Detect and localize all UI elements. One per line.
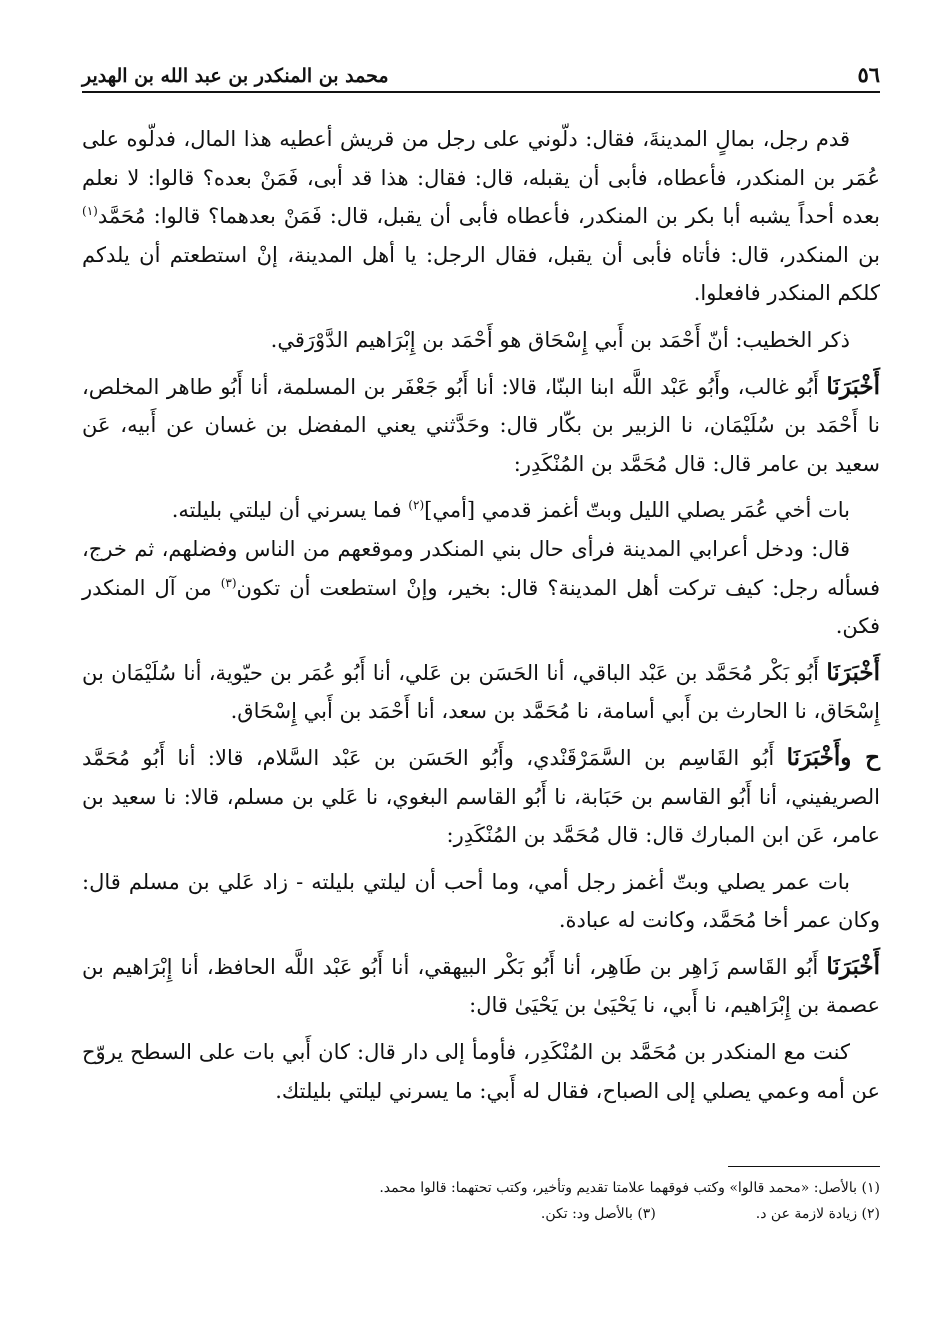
paragraph: ح وأَخْبَرَنَا أَبُو القَاسِم بن السَّمَرْقَنْدي، وأَبُو الحَسَن بن عَبْد السَّلام، قالا: أنا أَبُو مُحَمَّد الصريفيني، أنا أَبُو القاسم بن حَبَابة، نا أَبُو القاسم البغوي، نا عَلي بن مسلم، قالا: نا سعيد بن عامر، عَن ابن المبارك قال: قال مُحَمَّد بن المُنْكَدِر: bbox=[82, 743, 880, 848]
page-header bbox=[82, 55, 880, 93]
footnote-ref: (٢) bbox=[408, 498, 425, 513]
main-text bbox=[82, 120, 880, 1110]
page-number: ٥٦ bbox=[857, 62, 880, 87]
footnote-3: (٣) بالأصل ود: تكن. bbox=[540, 1206, 656, 1222]
isnad-keyword: ح وأَخْبَرَنَا bbox=[786, 743, 880, 771]
paragraph: بات أخي عُمَر يصلي الليل وبتّ أغمز قدمي [أمي]$^{(٢)}$ فما يسرني أن ليلتي بليلته. bbox=[171, 498, 850, 523]
footnotes bbox=[82, 1175, 880, 1227]
paragraph: أَخْبَرَنَا أَبُو غالب، وأَبُو عَبْد اللَّه ابنا البنّا، قالا: أنا أَبُو جَعْفَر بن المسلمة، أنا أَبُو طاهر المخلص، نا أَحْمَد بن سُلَيْمَان، نا الزبير بن بكّار قال: وحَدَّثني يعني المفضل بن غسان عن أَبيه، عَن سعيد بن عامر قال: قال مُحَمَّد بن المُنْكَدِر: bbox=[82, 372, 880, 476]
footnote-row bbox=[82, 1201, 880, 1227]
isnad-keyword: أَخْبَرَنَا bbox=[826, 372, 880, 400]
paragraph: كنت مع المنكدر بن مُحَمَّد بن المُنْكَدِر، فأومأ إلى دار قال: كان أَبي بات على السطح يروّح عن أمه وعمي يصلي إلى الصباح، فقال له أَبي: ما يسرني ليلتي بليلتك. bbox=[82, 1040, 880, 1103]
paragraph: بات عمر يصلي وبتّ أغمز رجل أمي، وما أحب أن ليلتي بليلته - زاد عَلي بن مسلم قال: وكان عمر أخا مُحَمَّد، وكانت له عبادة. bbox=[82, 869, 880, 933]
paragraph: ذكر الخطيب: أنّ أَحْمَد بن أَبي إِسْحَاق هو أَحْمَد بن إِبْرَاهيم الدَّوْرَقي. bbox=[270, 327, 850, 352]
paragraph: قدم رجل، بمالٍ المدينةَ، فقال: دلّوني على رجل من قريش أعطيه هذا المال، فدلّوه على عُمَر بن المنكدر، فأعطاه، فأبى أن يقبله، قال: فقال: هذا قد أبى، فَمَنْ بعده؟ قالوا: لا نعلم بعده أحداً يشبه أبا بكر بن المنكدر، فأعطاه فأبى أن يقبل، قال: فَمَنْ بعدهما؟ قالوا: مُحَمَّد$^{(١)}$ بن المنكدر، قال: فأتاه فأبى أن يقبل، فقال الرجل: يا أهل المدينة، إنْ استطعتم أن يلدكم كلكم المنكدر فافعلوا. bbox=[82, 127, 880, 306]
footnote-1: (١) بالأصل: «محمد قالوا» وكتب فوقهما علامتا تقديم وتأخير، وكتب تحتهما: قالوا محمد. bbox=[379, 1180, 880, 1196]
paragraph: أَخْبَرَنَا أَبُو بَكْر مُحَمَّد بن عَبْد الباقي، أنا الحَسَن بن عَلي، أنا أَبُو عُمَر بن حيّوية، أنا سُلَيْمَان بن إِسْحَاق، نا الحارث بن أَبي أسامة، نا مُحَمَّد بن سعد، أنا أَحْمَد بن أَبي إِسْحَاق. bbox=[82, 658, 880, 724]
isnad-keyword: أَخْبَرَنَا bbox=[826, 658, 880, 686]
footnote-ref: (١) bbox=[82, 204, 98, 219]
paragraph: أَخْبَرَنَا أَبُو القَاسم زَاهِر بن طَاهِر، أنا أَبُو بَكْر البيهقي، أنا أَبُو عَبْد اللَّه الحافظ، أنا إِبْرَاهيم بن عصمة بن إِبْرَاهيم، نا أَبي، نا يَحْيَىٰ بن يَحْيَىٰ قال: bbox=[82, 952, 880, 1018]
footnote-divider bbox=[728, 1166, 880, 1167]
footnote-2: (٢) زيادة لازمة عن د. bbox=[755, 1206, 880, 1222]
paragraph: قال: ودخل أعرابي المدينة فرأى حال بني المنكدر وموقعهم من الناس وفضلهم، ثم خرج، فسأله رجل: كيف تركت أهل المدينة؟ قال: بخير، وإنْ استطعت أن تكون$^{(٣)}$ من آل المنكدر فكن. bbox=[82, 536, 880, 639]
footnote-ref: (٣) bbox=[220, 575, 237, 590]
isnad-keyword: أَخْبَرَنَا bbox=[826, 952, 880, 980]
running-title: محمد بن المنكدر بن عبد الله بن الهدير bbox=[82, 65, 389, 87]
